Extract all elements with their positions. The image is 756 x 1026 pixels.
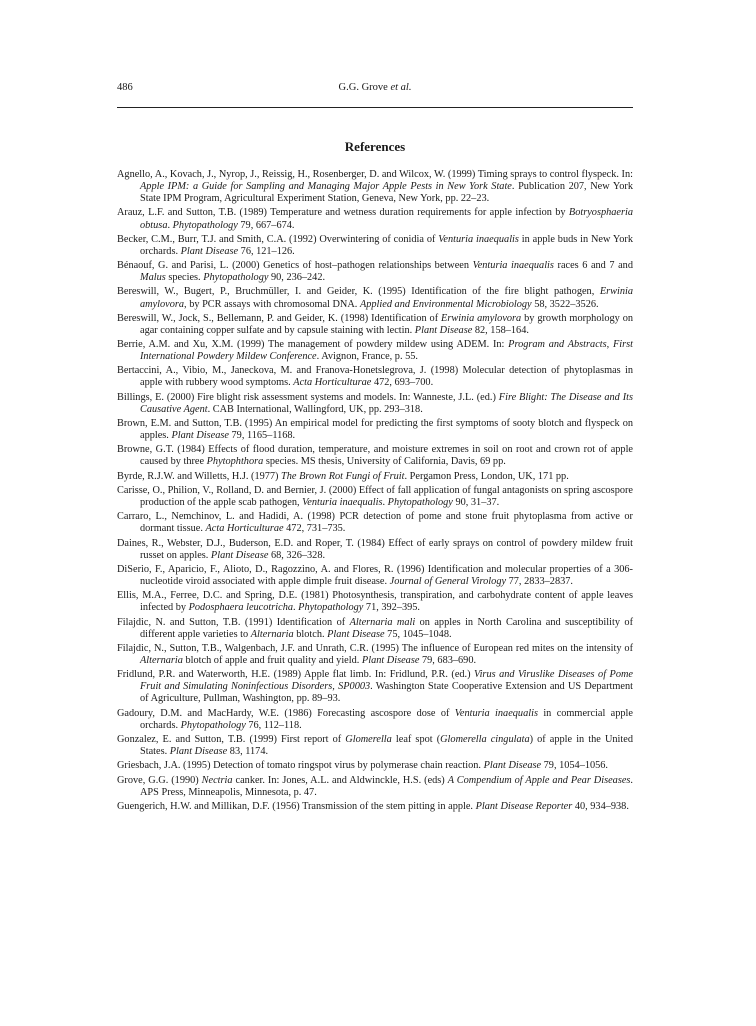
reference-italic-text: Phytopathology: [172, 219, 238, 231]
reference-italic-text: Journal of General Virology: [389, 576, 507, 588]
reference-entry: [117, 260, 633, 284]
reference-entry: [117, 471, 633, 483]
reference-text: DiSerio, F., Aparicio, F., Alioto, D., Ragozzino, A. and Flores, R. (1996) Identification and molecular properties of a 306-nucleotide viroid associated with apple dimple fruit disease.: [117, 563, 633, 588]
reference-text: 79, 1054–1056.: [541, 760, 609, 772]
reference-italic-text: Venturia inaequalis: [472, 260, 554, 272]
reference-text: blotch of apple and fruit quality and yield.: [182, 655, 362, 666]
reference-text: 75, 1045–1048.: [384, 628, 452, 640]
reference-text: Griesbach, J.A. (1995) Detection of tomato ringspot virus by polymerase chain reaction.: [117, 760, 484, 772]
reference-text: .: [293, 602, 299, 614]
reference-italic-text: Program and Abstracts, First International Powdery Mildew Conference: [140, 339, 633, 363]
reference-italic-text: Glomerella cingulata: [440, 733, 530, 745]
reference-text: species.: [165, 272, 204, 284]
reference-italic-text: Phytopathology: [203, 272, 269, 284]
reference-entry: [117, 775, 633, 799]
reference-text: canker. In: Jones, A.L. and Aldwinckle, H.S. (eds): [232, 774, 448, 786]
reference-italic-text: Erwinia amylovora: [441, 312, 522, 324]
reference-text: 71, 392–395.: [363, 602, 420, 614]
reference-text: Daines, R., Webster, D.J., Buderson, E.D. and Roper, T. (1984) Effect of early sprays on control of powdery mildew fruit russet on apples.: [117, 537, 633, 561]
reference-italic-text: Venturia inaequalis: [438, 233, 519, 245]
running-head-etal: et al.: [390, 82, 412, 93]
reference-text: . CAB International, Wallingford, UK, pp. 293–318.: [207, 403, 423, 415]
reference-entry: [117, 286, 633, 310]
reference-italic-text: Fire Blight: The Disease and Its Causative Agent: [140, 391, 633, 415]
reference-entry: [117, 207, 633, 231]
reference-entry: [117, 511, 633, 535]
reference-text: 76, 121–126.: [238, 245, 295, 257]
reference-italic-text: Phytopathology: [298, 602, 364, 614]
reference-text: 472, 693–700.: [371, 377, 434, 389]
reference-italic-text: Alternaria: [140, 655, 183, 666]
reference-text: Billings, E. (2000) Fire blight risk assessment systems and models. In: Wanneste, J.L. (ed.): [117, 391, 499, 403]
reference-text: Agnello, A., Kovach, J., Nyrop, J., Reissig, H., Rosenberger, D. and Wilcox, W. (1999) Timing sprays to control flyspeck. In:: [117, 169, 633, 180]
reference-text: Gonzalez, E. and Sutton, T.B. (1999) First report of: [117, 733, 346, 745]
page-header: [117, 82, 633, 98]
reference-entry: [117, 590, 633, 614]
reference-entry: [117, 801, 633, 813]
reference-text: 68, 326–328.: [268, 549, 326, 561]
reference-text: blotch.: [293, 628, 328, 640]
reference-text: .: [382, 497, 388, 509]
reference-entry: [117, 392, 633, 416]
reference-entry: [117, 643, 633, 667]
reference-text: Gadoury, D.M. and MacHardy, W.E. (1986) Forecasting ascospore dose of: [117, 707, 455, 719]
reference-entry: [117, 234, 633, 258]
reference-text: 40, 934–938.: [572, 800, 629, 812]
reference-text: Filajdic, N. and Sutton, T.B. (1991) Identification of: [117, 616, 350, 628]
reference-text: 79, 683–690.: [419, 655, 477, 666]
reference-entry: [117, 365, 633, 389]
reference-italic-text: Venturia inaequalis: [302, 497, 383, 509]
reference-text: 79, 667–674.: [237, 219, 295, 231]
reference-italic-text: Podosphaera leucotricha: [188, 602, 293, 614]
reference-text: 77, 2833–2837.: [506, 576, 573, 588]
reference-text: Brown, E.M. and Sutton, T.B. (1995) An empirical model for predicting the first symptoms of sooty blotch and flyspeck on apples.: [117, 418, 633, 442]
reference-text: . Avignon, France, p. 55.: [316, 351, 418, 363]
reference-text: 79, 1165–1168.: [228, 430, 296, 442]
reference-italic-text: Acta Horticulturae: [293, 377, 372, 389]
reference-entry: [117, 485, 633, 509]
reference-italic-text: Plant Disease: [210, 549, 269, 561]
reference-text: Filajdic, N., Sutton, T.B., Walgenbach, J.F. and Unrath, C.R. (1995) The influence of European red mites on the intensity of: [117, 642, 633, 654]
reference-text: in apple buds in New York orchards.: [140, 233, 634, 257]
reference-text: Guengerich, H.W. and Millikan, D.F. (1956) Transmission of the stem pitting in apple.: [117, 800, 476, 812]
reference-italic-text: Erwinia amylovora: [140, 286, 633, 310]
reference-italic-text: The Brown Rot Fungi of Fruit: [281, 470, 405, 482]
reference-italic-text: Phytopathology: [387, 497, 453, 509]
reference-text: Browne, G.T. (1984) Effects of flood duration, temperature, and moisture extremes in soil on root and crown rot of apple caused by three: [117, 444, 633, 468]
reference-italic-text: Alternaria mali: [349, 616, 416, 628]
reference-italic-text: Nectria: [201, 774, 233, 786]
reference-text: by growth morphology on agar containing copper sulfate and by capsule staining with lectin.: [140, 312, 633, 336]
reference-italic-text: Glomerella: [345, 733, 392, 745]
reference-italic-text: Plant Disease: [327, 628, 385, 640]
reference-entry: [117, 617, 633, 641]
section-title: References: [344, 139, 406, 154]
running-head: [117, 82, 633, 93]
reference-text: Bénaouf, G. and Parisi, L. (2000) Genetics of host–pathogen relationships between: [117, 260, 473, 272]
reference-text: Bereswill, W., Jock, S., Bellemann, P. and Geider, K. (1998) Identification of: [117, 312, 442, 324]
reference-text: Grove, G.G. (1990): [117, 774, 202, 786]
reference-italic-text: Plant Disease: [169, 746, 228, 758]
reference-italic-text: Plant Disease: [414, 324, 473, 336]
reference-text: Byrde, R.J.W. and Willetts, H.J. (1977): [117, 470, 282, 482]
reference-italic-text: Alternaria: [250, 628, 294, 640]
reference-text: ) of apple in the United States.: [140, 733, 633, 758]
reference-italic-text: Malus: [140, 272, 166, 284]
reference-text: , by PCR assays with chromosomal DNA.: [184, 298, 360, 310]
reference-entry: [117, 669, 633, 705]
reference-italic-text: Phytophthora: [206, 456, 264, 468]
reference-text: Arauz, L.F. and Sutton, T.B. (1989) Temperature and wetness duration requirements for apple infection by: [117, 207, 569, 219]
reference-italic-text: Plant Disease: [171, 430, 229, 442]
reference-entry: [117, 564, 633, 588]
reference-text: 58, 3522–3526.: [531, 298, 599, 310]
reference-text: . Washington State Cooperative Extension and US Department of Agriculture, Pullman, Washington, pp. 89–93.: [140, 681, 633, 705]
reference-text: 90, 236–242.: [268, 272, 326, 284]
reference-text: 83, 1174.: [227, 746, 269, 758]
reference-italic-text: Plant Disease: [180, 245, 239, 257]
reference-italic-text: Phytopathology: [180, 719, 246, 731]
reference-italic-text: Acta Horticulturae: [205, 523, 284, 535]
header-rule: [117, 107, 633, 108]
reference-text: leaf spot (: [391, 733, 441, 745]
reference-italic-text: Venturia inaequalis: [454, 707, 538, 719]
reference-text: . Publication 207, New York State IPM Program, Agricultural Experiment Station, Geneva, New York, pp. 22–23.: [140, 181, 633, 205]
reference-text: races 6 and 7 and: [553, 260, 633, 272]
reference-text: in commercial apple orchards.: [140, 707, 633, 731]
reference-entry: [117, 538, 633, 562]
reference-entry: [117, 734, 633, 758]
reference-entry: [117, 760, 633, 772]
reference-italic-text: Applied and Environmental Microbiology: [359, 298, 532, 310]
reference-text: Bereswill, W., Bugert, P., Bruchmüller, I. and Geider, K. (1995) Identification of the fire blight pathogen,: [117, 286, 600, 298]
reference-text: Berrie, A.M. and Xu, X.M. (1999) The management of powdery mildew using ADEM. In:: [117, 339, 509, 351]
reference-text: Bertaccini, A., Vibio, M., Janeckova, M. and Franova-Honetslegrova, J. (1998) Molecular detection of phytoplasmas in apple with rubbery wood symptoms.: [117, 365, 633, 389]
reference-italic-text: Plant Disease: [483, 760, 542, 772]
reference-list: [117, 169, 633, 815]
page-number: 486: [117, 82, 133, 93]
reference-entry: [117, 708, 633, 732]
reference-entry: [117, 339, 633, 363]
reference-text: on apples in North Carolina and susceptibility of different apple varieties to: [140, 616, 634, 640]
running-head-authors: G.G. Grove: [338, 82, 391, 93]
reference-text: Carraro, L., Nemchinov, L. and Hadidi, A. (1998) PCR detection of pome and stone fruit phytoplasma from active or dormant tissue.: [117, 511, 633, 535]
reference-italic-text: Plant Disease: [361, 655, 420, 666]
reference-italic-text: A Compendium of Apple and Pear Diseases: [447, 774, 631, 786]
reference-entry: [117, 444, 633, 468]
reference-text: . APS Press, Minneapolis, Minnesota, p. 47.: [140, 774, 633, 798]
reference-text: 90, 31–37.: [452, 497, 500, 509]
reference-italic-text: Botryosphaeria obtusa: [140, 207, 633, 231]
reference-text: Fridlund, P.R. and Waterworth, H.E. (1989) Apple flat limb. In: Fridlund, P.R. (ed.): [117, 669, 475, 681]
reference-entry: [117, 418, 633, 442]
reference-italic-text: Apple IPM: a Guide for Sampling and Managing Major Apple Pests in New York State: [140, 181, 512, 193]
reference-entry: [117, 313, 633, 337]
reference-italic-text: Virus and Viruslike Diseases of Pome Fruit and Simulating Noninfectious Disorders, SP0003: [140, 669, 633, 693]
reference-text: . Pergamon Press, London, UK, 171 pp.: [404, 470, 569, 482]
reference-text: 472, 731–735.: [283, 523, 346, 535]
reference-text: Carisse, O., Philion, V., Rolland, D. and Bernier, J. (2000) Effect of fall application of fungal antagonists on spring ascospore production of the apple scab pathogen,: [117, 484, 633, 509]
reference-text: Becker, C.M., Burr, T.J. and Smith, C.A. (1992) Overwintering of conidia of: [117, 233, 439, 245]
reference-entry: [117, 169, 633, 205]
reference-text: Ellis, M.A., Ferree, D.C. and Spring, D.E. (1981) Photosynthesis, transpiration, and carbohydrate content of apple leaves infected by: [117, 590, 633, 614]
reference-italic-text: Plant Disease Reporter: [475, 800, 573, 812]
reference-text: 82, 158–164.: [472, 324, 529, 336]
reference-text: species. MS thesis, University of California, Davis, 69 pp.: [263, 456, 506, 468]
reference-text: .: [167, 219, 173, 231]
reference-text: 76, 112–118.: [245, 719, 302, 731]
